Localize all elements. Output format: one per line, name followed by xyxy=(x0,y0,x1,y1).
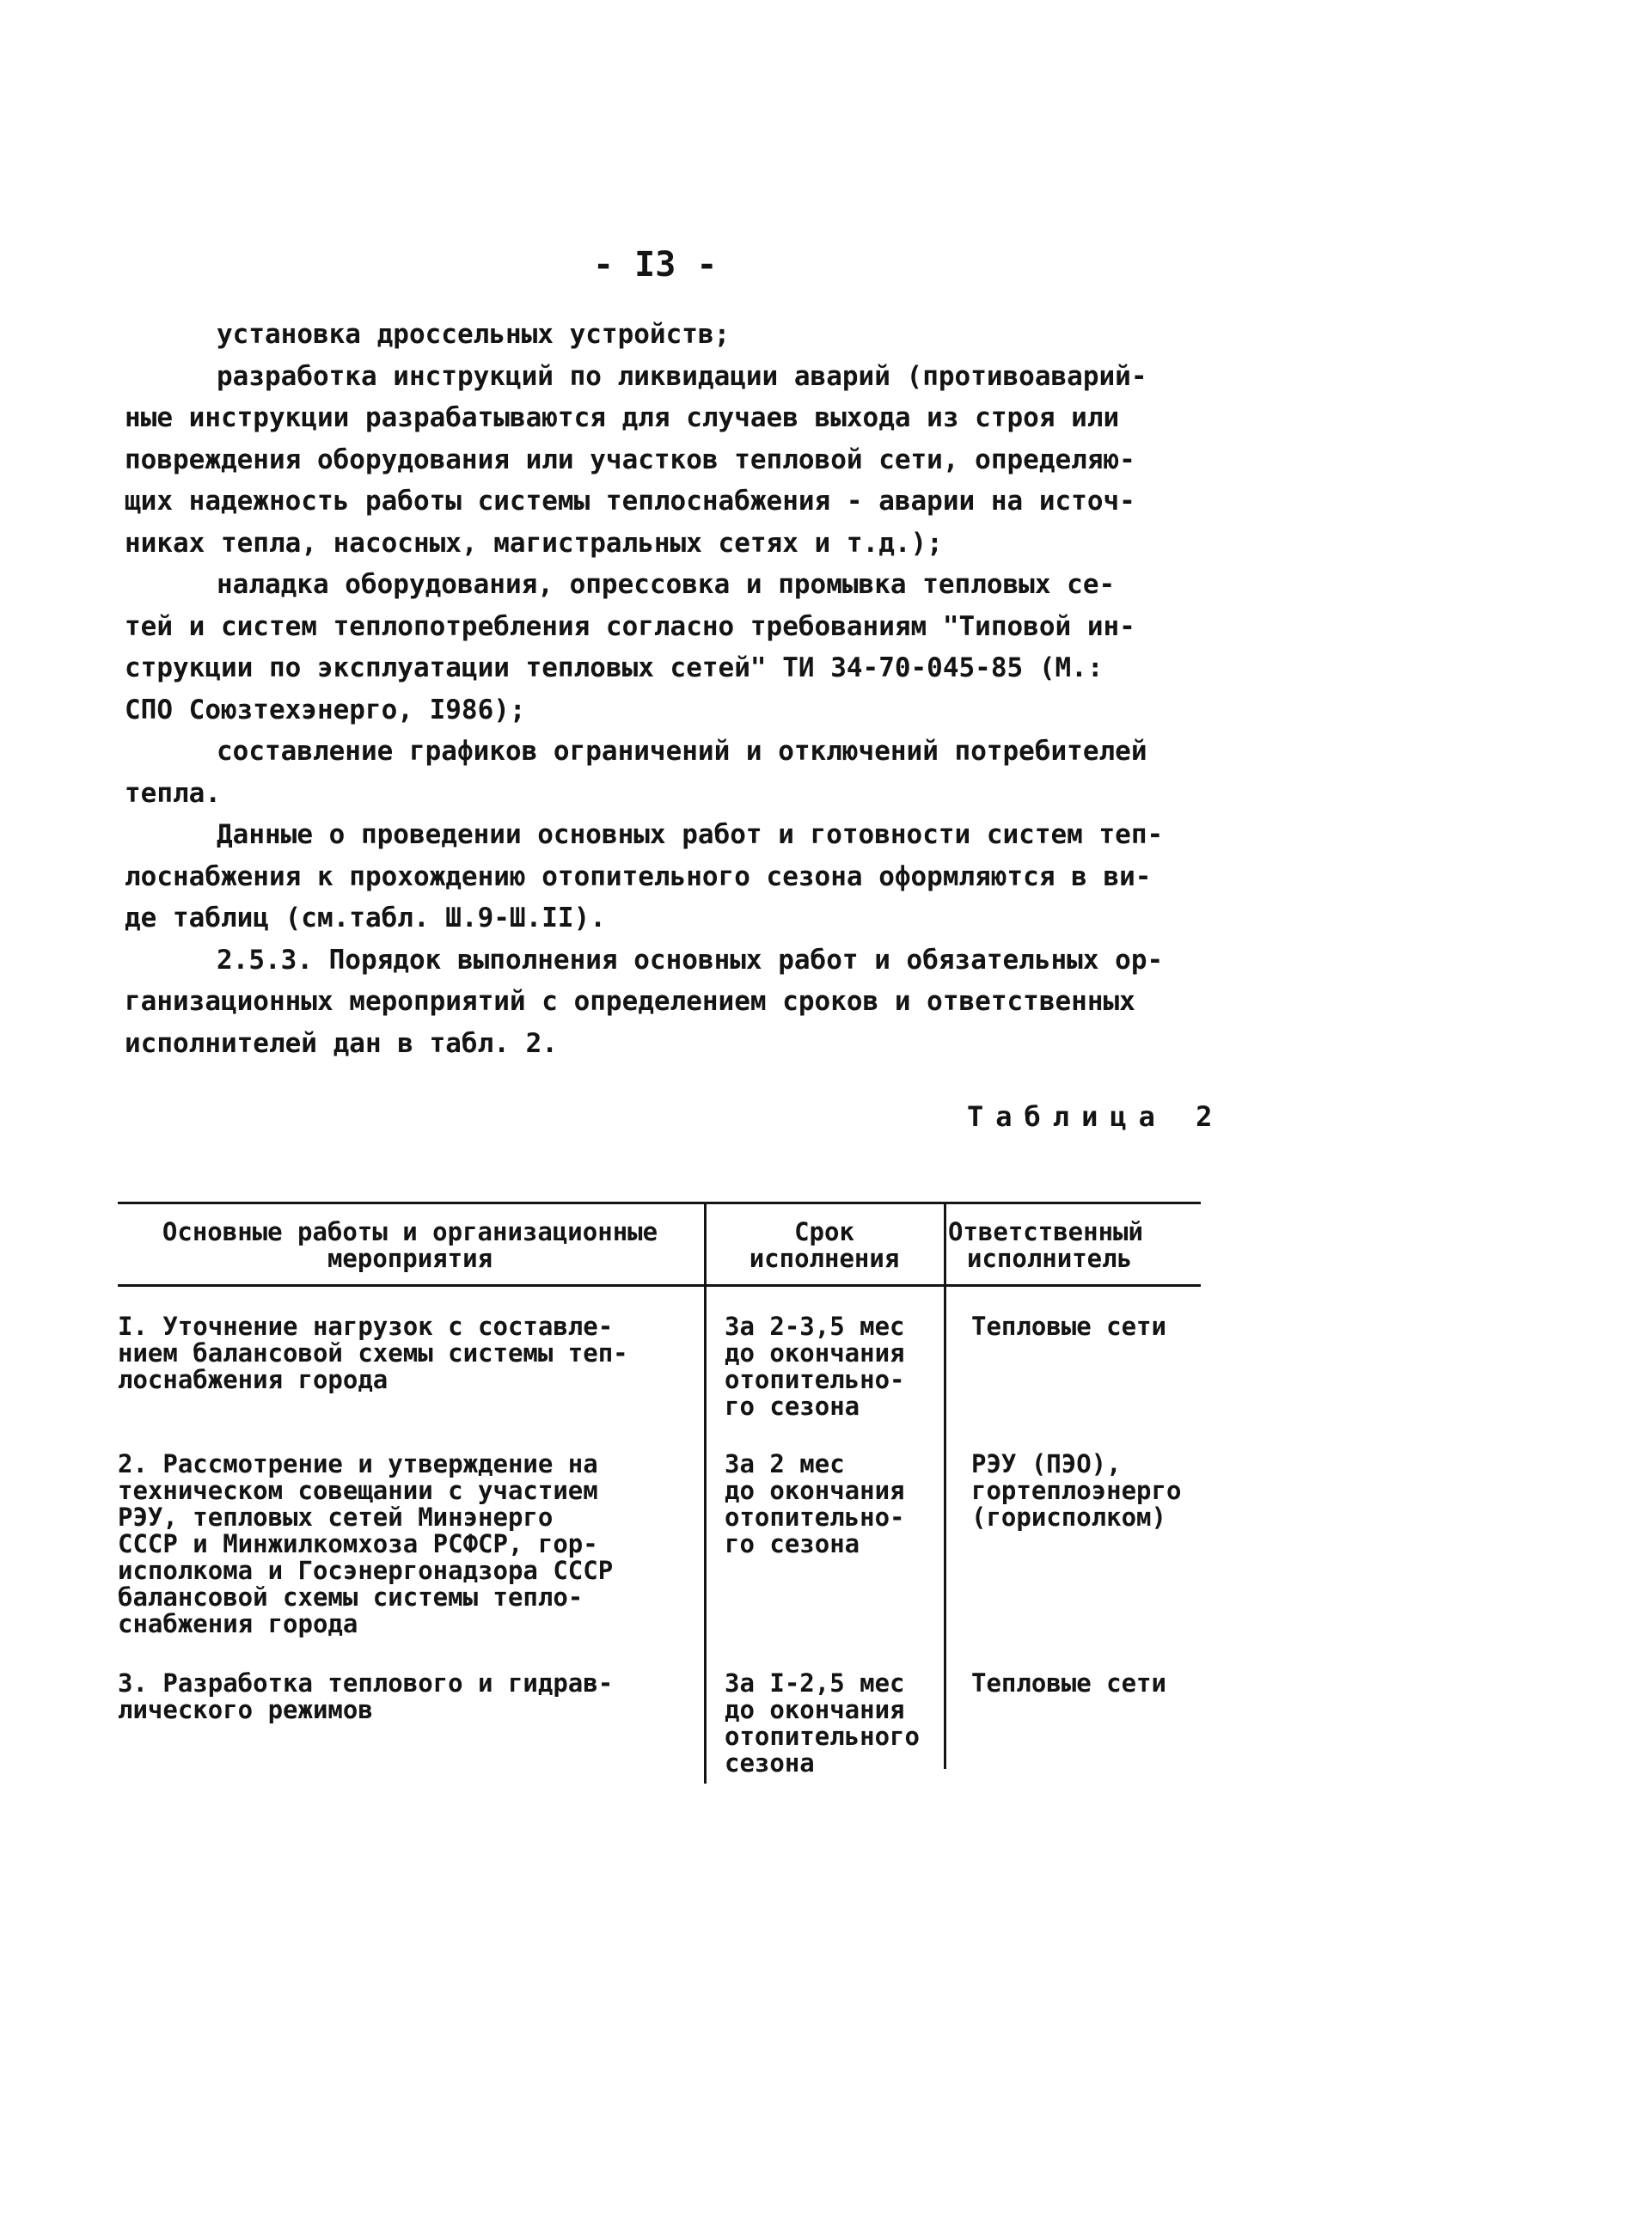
row-3-term: За I-2,5 мес до окончания отопительного сезона xyxy=(725,1668,920,1778)
body-line: ные инструкции разрабатываются для случаев выхода из строя или xyxy=(125,402,1120,433)
row-2-works: 2. Рассмотрение и утверждение на техническом совещании с участием РЭУ, тепловых сетей Минэнерго СССР и Минжилкомхоза РСФСР, гор- исполкома и Госэнергонадзора СССР балансовой схемы системы тепло- снабжения города xyxy=(118,1449,614,1638)
body-line: Данные о проведении основных работ и готовности систем теп- xyxy=(217,819,1164,850)
table-header-rule xyxy=(118,1284,1201,1287)
column-divider xyxy=(704,1202,707,1784)
body-line: исполнителей дан в табл. 2. xyxy=(125,1027,558,1059)
works-table xyxy=(118,1202,1201,1786)
row-1-responsible: Тепловые сети xyxy=(971,1312,1166,1341)
column-divider xyxy=(944,1202,946,1769)
body-line: СПО Союзтехэнерго, I986); xyxy=(125,694,526,725)
body-line: 2.5.3. Порядок выполнения основных работ и обязательных ор- xyxy=(217,944,1164,976)
body-line: повреждения оборудования или участков тепловой сети, определяю- xyxy=(125,444,1135,475)
page-number: - I3 - xyxy=(593,245,718,285)
row-1-term: За 2-3,5 мес до окончания отопительно- го сезона xyxy=(725,1312,905,1421)
header-term: Срок исполнения xyxy=(749,1217,900,1273)
body-line: ганизационных мероприятий с определением сроков и ответственных xyxy=(125,986,1135,1017)
table-top-rule xyxy=(118,1202,1201,1204)
body-line: тепла. xyxy=(125,777,221,809)
table-caption: Таблица 2 xyxy=(967,1100,1225,1133)
row-1-works: I. Уточнение нагрузок с составле- нием балансовой схемы системы теп- лоснабжения города xyxy=(118,1312,628,1394)
body-line: наладка оборудования, опрессовка и промывка тепловых се- xyxy=(217,569,1116,600)
row-3-works: 3. Разработка теплового и гидрав- лического режимов xyxy=(118,1668,614,1724)
body-line: составление графиков ограничений и отключений потребителей xyxy=(217,736,1147,767)
header-works: Основные работы и организационные мероприятия xyxy=(162,1217,658,1273)
body-line: тей и систем теплопотребления согласно требованиям "Типовой ин- xyxy=(125,610,1135,642)
row-2-responsible: РЭУ (ПЭО), гортеплоэнерго (горисполком) xyxy=(971,1449,1182,1532)
header-responsible: Ответственный исполнитель xyxy=(948,1217,1143,1273)
body-line: де таблиц (см.табл. Ш.9-Ш.II). xyxy=(125,903,606,933)
body-line: щих надежность работы системы теплоснабжения - аварии на источ- xyxy=(125,486,1135,517)
body-line: установка дроссельных устройств; xyxy=(217,319,731,350)
body-line: никах тепла, насосных, магистральных сетях и т.д.); xyxy=(125,527,943,559)
row-3-responsible: Тепловые сети xyxy=(971,1668,1166,1698)
body-line: лоснабжения к прохождению отопительного сезона оформляются в ви- xyxy=(125,860,1152,892)
body-line: разработка инструкций по ликвидации аварий (противоаварий- xyxy=(217,360,1147,392)
row-2-term: За 2 мес до окончания отопительно- го сезона xyxy=(725,1449,905,1558)
body-line: струкции по эксплуатации тепловых сетей" ТИ 34-70-045-85 (М.: xyxy=(125,652,1104,683)
body-text xyxy=(125,314,1216,1064)
